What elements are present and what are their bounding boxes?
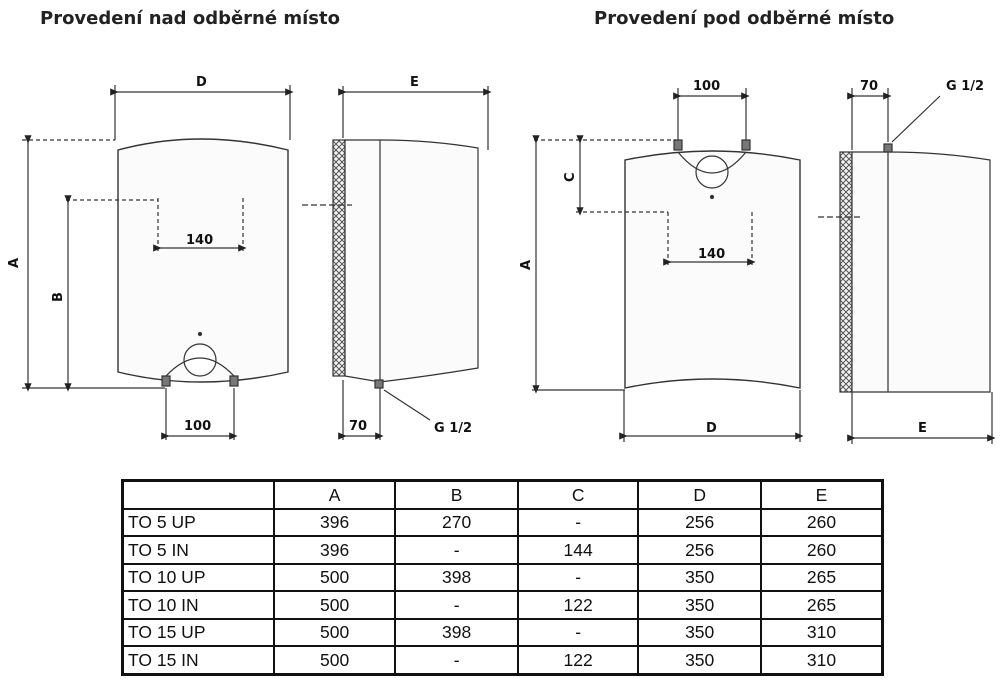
value-cell: - (518, 509, 639, 537)
value-cell: 256 (638, 536, 761, 564)
header-cell: C (518, 481, 639, 509)
dim-label-100-right: 100 (693, 79, 721, 94)
title-over-outlet: Provedení nad odběrné místo (40, 8, 340, 29)
value-cell: 500 (274, 591, 396, 619)
header-cell: E (761, 481, 883, 509)
value-cell: 122 (518, 591, 639, 619)
value-cell: - (395, 536, 518, 564)
dim-label-d-right: D (706, 421, 717, 436)
value-cell: 260 (761, 509, 883, 537)
value-cell: 398 (395, 564, 518, 592)
value-cell: 265 (761, 591, 883, 619)
header-cell (123, 481, 274, 509)
value-cell: 310 (761, 646, 883, 674)
table-row (123, 646, 883, 674)
dim-label-140-right: 140 (698, 247, 726, 262)
value-cell: 398 (395, 619, 518, 647)
right-side-view (818, 88, 992, 444)
model-cell: TO 10 IN (123, 591, 274, 619)
header-cell: D (638, 481, 761, 509)
value-cell: 350 (638, 591, 761, 619)
value-cell: - (395, 646, 518, 674)
dim-label-g12-right: G 1/2 (946, 79, 985, 94)
dim-label-e-right: E (918, 421, 927, 436)
dim-label-a-right: A (519, 259, 534, 270)
value-cell: 350 (638, 619, 761, 647)
left-side-view (302, 86, 488, 440)
table-row (123, 619, 883, 647)
value-cell: 270 (395, 509, 518, 537)
header-cell: B (395, 481, 518, 509)
dimensions-table (121, 479, 884, 676)
right-front-view (532, 88, 800, 442)
value-cell: 396 (274, 536, 396, 564)
value-cell: 500 (274, 646, 396, 674)
dim-label-70-right: 70 (860, 79, 879, 94)
dim-label-c: C (563, 172, 578, 182)
value-cell: 144 (518, 536, 639, 564)
value-cell: 122 (518, 646, 639, 674)
value-cell: - (395, 591, 518, 619)
value-cell: 350 (638, 646, 761, 674)
model-cell: TO 5 UP (123, 509, 274, 537)
table-row (123, 564, 883, 592)
value-cell: - (518, 619, 639, 647)
value-cell: 256 (638, 509, 761, 537)
dim-label-e: E (410, 75, 419, 90)
value-cell: 500 (274, 619, 396, 647)
value-cell: 350 (638, 564, 761, 592)
table-row (123, 509, 883, 537)
value-cell: 500 (274, 564, 396, 592)
dim-label-a: A (7, 257, 22, 268)
value-cell: 396 (274, 509, 396, 537)
value-cell: 310 (761, 619, 883, 647)
title-under-outlet: Provedení pod odběrné místo (594, 8, 895, 29)
dim-label-140: 140 (186, 233, 214, 248)
table-row (123, 591, 883, 619)
dim-label-d: D (196, 75, 207, 90)
dim-label-70: 70 (349, 419, 368, 434)
model-cell: TO 5 IN (123, 536, 274, 564)
left-front-view (22, 85, 290, 440)
value-cell: 260 (761, 536, 883, 564)
dim-label-b: B (51, 292, 66, 302)
model-cell: TO 15 UP (123, 619, 274, 647)
model-cell: TO 10 UP (123, 564, 274, 592)
table-row (123, 536, 883, 564)
dim-label-100: 100 (184, 419, 212, 434)
model-cell: TO 15 IN (123, 646, 274, 674)
dim-label-g12: G 1/2 (434, 421, 473, 436)
table-header-row (123, 481, 883, 509)
value-cell: 265 (761, 564, 883, 592)
header-cell: A (274, 481, 396, 509)
value-cell: - (518, 564, 639, 592)
